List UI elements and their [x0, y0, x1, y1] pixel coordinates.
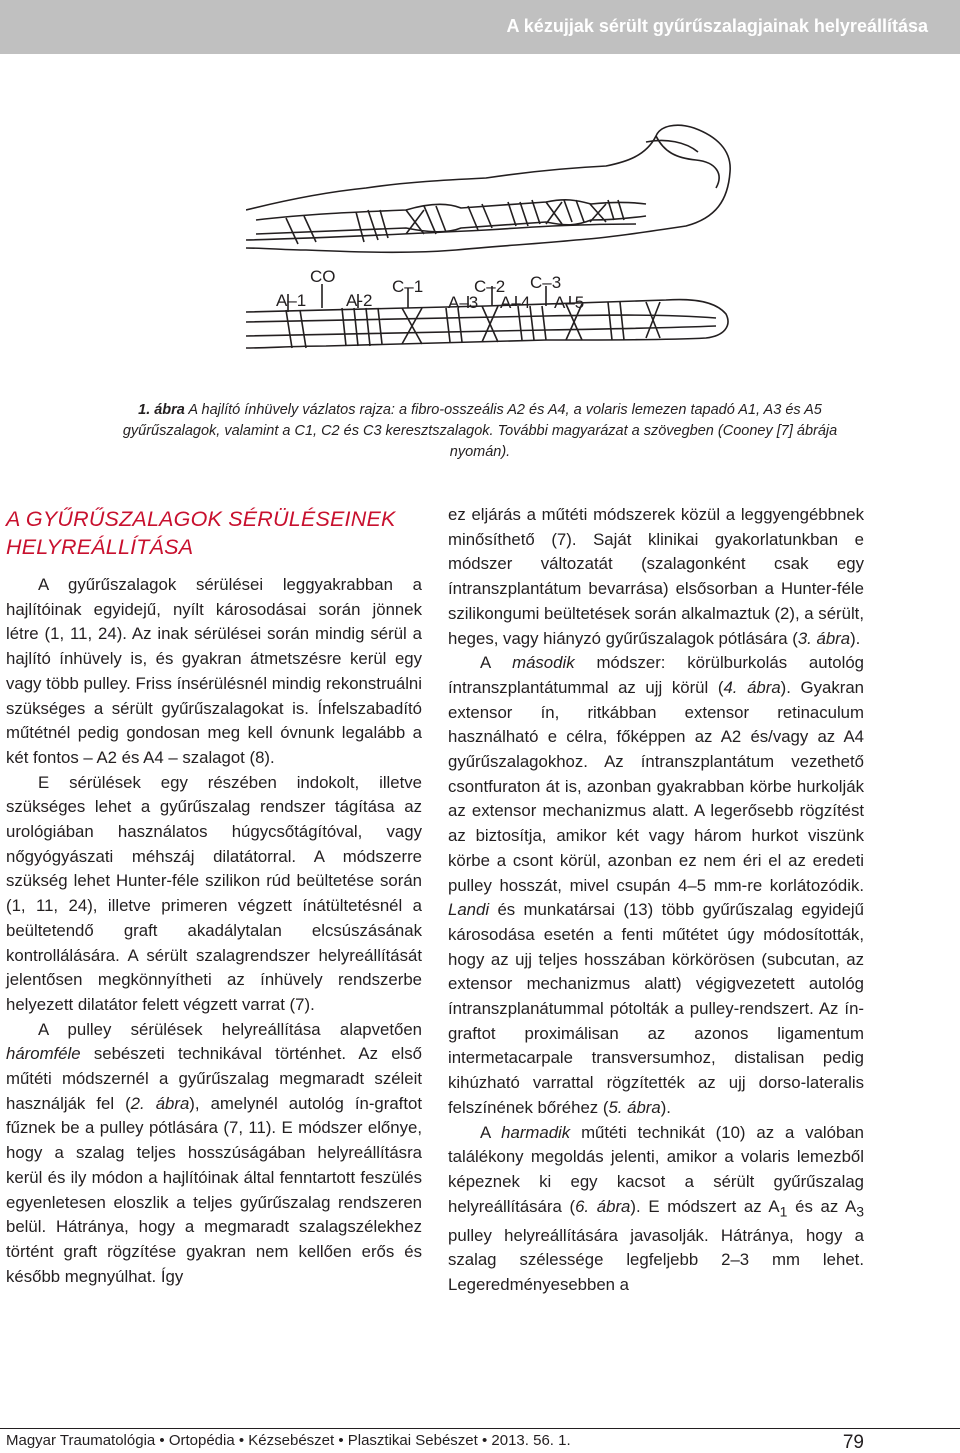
- label-co: CO: [310, 267, 336, 286]
- finger-pulley-illustration: [246, 122, 736, 387]
- left-paragraph-1: A gyűrűszalagok sérülései leggyakrabban a hajlítóinak egyidejű, nyílt károsodásai során jönnek létre (1, 11, 24). Az inak sérülései során mindig sérül a hajlító ínhüvely is, és gyakran átmetszésre kerül egy vagy több pulley. Friss ínsérülésnél mindig rekonstruálni szükséges a sérült gyűrűszalagokat is. Ínfelszabadító műtétnél pedig gondosan meg kell óvnunk legalább a két fontos – A2 és A4 – szalagot (8).: [6, 575, 422, 767]
- label-a5: A–5: [554, 293, 585, 312]
- running-header-title: A kézujjak sérült gyűrűszalagjainak helyreállítása: [506, 16, 928, 36]
- section-title-line-2: HELYREÁLLÍTÁSA: [6, 535, 194, 559]
- page-number: 79: [842, 1432, 864, 1453]
- label-a4: A–4: [500, 293, 531, 312]
- footer-journal: Magyar Traumatológia • Ortopédia • Kézsebészet • Plasztikai Sebészet • 2013. 56. 1.: [6, 1432, 571, 1449]
- right-column: [448, 503, 864, 1298]
- figure-1-caption: [100, 400, 860, 463]
- caption-text: A hajlító ínhüvely vázlatos rajza: a fibro-osszeális A2 és A4, a volaris lemezen tapadó A1, A3 és A5 gyűrűszalagok, valamint a C1, C2 és C3 keresztszalagok. További magyarázat a szövegben (Cooney [7] ábrája nyomán).: [122, 402, 838, 460]
- footer-rule: [0, 1428, 960, 1429]
- label-c2: C–2: [474, 277, 506, 296]
- caption-number: 1. ábra: [138, 402, 185, 418]
- label-a2: A-2: [346, 291, 373, 310]
- label-c3: C–3: [530, 273, 562, 292]
- left-paragraph-2: E sérülések egy részében indokolt, illetve szükséges lehet a gyűrűszalag rendszer tágítása az urológiában használatos húgycsőtágítóval, vagy nőgyógyászati méhszáj dilatátorral. A módszerre szükség lehet Hunter-féle szilikon rúd beültetése során (1, 11, 24), illetve primeren végzett ínátültetésnél a beültetendő graft akadálytalan elcsúszásának kontrollálására. A sérült szalagrendszer helyreállítását jelentősen megkönnyítheti az ínhüvely rendszerbe helyezett dilatátor felett végzett varrat (7).: [6, 772, 422, 1014]
- label-c1: C–1: [392, 277, 424, 296]
- left-paragraph-3: A pulley sérülések helyreállítása alapvetően háromféle sebészeti technikával történhet. Az első műtéti módszernél a gyűrűszalag megmaradt széleit használják fel (2. ábra), amelynél autológ ín-graftot fűznek be a pulley pótlására (7, 11). E módszer előnye, hogy a szalag teljes hosszúságában helyreállításra kerül és ily módon a hajlítóinak által fenntartott feszülés egyenletesen eloszlik a teljes gyűrűszalag rendszeren belül. Hátránya, hogy a megmaradt szalagszélekhez történt graft rögzítése gyakran nem kellően erős és később megnyúlhat. Így: [6, 1019, 423, 1286]
- label-a3: A–3: [448, 293, 479, 312]
- running-header-bar: [0, 0, 960, 54]
- right-paragraph-1: ez eljárás a műtéti módszerek közül a leggyengébbnek minősíthető (7). Saját klinikai gyakorlatunkban e módszer változatát (szalagonként csak egy íntranszplantátum bevarrása) elsősorban a Hunter-féle szilikongumi beültetések során alkalmaztuk (2), a sérült, heges, vagy hiányzó gyűrűszalagok pótlására (3. ábra).: [448, 505, 864, 648]
- section-title-line-1: A GYŰRŰSZALAGOK SÉRÜLÉSEINEK: [6, 507, 396, 531]
- right-paragraph-2: A második módszer: körülburkolás autológ íntranszplantátummal az ujj körül (4. ábra). Gyakran extensor ín, ritkábban extensor retinaculum használható e célra, főképpen az A2 és/vagy az A4 gyűrűszalagokhoz. Az íntranszplantátum vezethető csontfuraton át is, azonban gyakrabban körbe hurkolják az extensor mechanizmus alatt. A legerősebb rögzítést az biztosítja, amikor két vagy három hurkot viszünk körbe a csont körül, azonban ez nem éri el az eredeti pulley hosszát, mivel csupán 4–5 mm-re korlátozódik. Landi és munkatársai (13) több gyűrűszalag egyidejű károsodása esetén a fenti műtétet úgy módosították, hogy az ujj teljes hosszában körkörösen (subcutan, az extensor mechanizmus alatt) végigvezetett autológ íntranszplanátummal pótolták a pulley-rendszert. Az ín-graftot proximálisan az azonos ligamentum intermetacarpale transversumhoz, distalisan pedig kihúzható varrattal rögzítették az ujj dorso-lateralis felszínének bőréhez (5. ábra).: [448, 653, 864, 1117]
- section-title: [6, 505, 426, 561]
- right-paragraph-3: A harmadik műtéti technikát (10) az a valóban találékony megoldás jelenti, amikor a volaris lemezből képeznek ki egy kacsot a sérült gyűrűszalag helyreállítására (6. ábra). E módszert az $A_1$ és az $A_3$ pulley helyreállítására javasolják. Hátránya, hogy a szalag szélessége legfeljebb 2–3 mm lehet. Legeredményesebben a: [448, 1122, 864, 1295]
- label-a1: A–1: [276, 291, 307, 310]
- figure-1-flexor-sheath-drawing: [246, 122, 736, 387]
- left-column: [6, 573, 422, 1289]
